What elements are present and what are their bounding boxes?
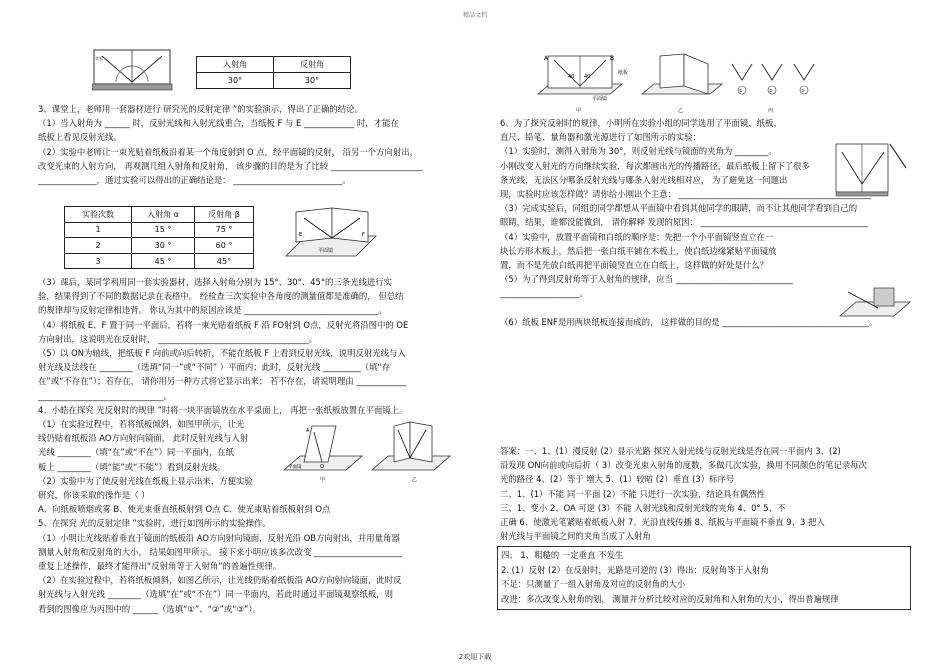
fig6-label-bing: 丙 bbox=[768, 108, 774, 114]
table-cell: 30° bbox=[197, 73, 274, 89]
answer-box bbox=[497, 546, 911, 610]
fig6-option-2: ② bbox=[769, 88, 773, 93]
table-cell: 15 ° bbox=[132, 222, 195, 238]
text-line: 射光线与入射光线 ________（选填“在”或“不在”）同一平面内，若此时通过平面镜观察纸板，则 bbox=[38, 589, 394, 600]
text-line: 方向射出，这说明光在反射时， ____________________________________。 bbox=[38, 333, 318, 344]
table-cell: 45 ° bbox=[132, 253, 195, 269]
left-column-q3 bbox=[38, 102, 478, 187]
fig3-mirror-label: 平面镜 bbox=[318, 248, 334, 254]
fig6-option-3: ③ bbox=[801, 88, 805, 93]
text-line: （5）以 ON为轴线，把纸板 F 向前或向后转折，不能在纸板 F 上看到反射光线，说明反射光线与入 bbox=[38, 348, 406, 359]
text-line: （3）课后，某同学利用同一套实验器材，选择入射角分别为 15°、30°、45°的三条光线进行实 bbox=[38, 277, 393, 287]
tilted-board-figure bbox=[282, 418, 452, 488]
text-line: 小刚改变入射光的方向继续实验，每次都画出光的传播路径，最后纸板上留下了很多 bbox=[500, 160, 810, 171]
fig6-label-b: B bbox=[610, 55, 615, 62]
fig3-label-f: F bbox=[362, 232, 365, 238]
answer-line: 三、1、变小 2、OA 可逆 (3）不能 入射光线和反射光线的夹角 4、0° 5、不 bbox=[500, 502, 786, 513]
reflection-angle-table bbox=[196, 56, 351, 89]
table-header: 反射角 β bbox=[195, 207, 254, 223]
text-line: 眼睛，结果，谁都没能做到， 请你解释 发现的原因： ________________________________________ bbox=[500, 217, 869, 228]
text-line: （1）当入射角为 ______ 时，反射光线和入射光线重合，当纸板 F 与 E ____________ 时，才能在 bbox=[38, 118, 399, 129]
fig4-label-jia: 甲 bbox=[320, 477, 326, 483]
text-line: 纸板上看见反射光线。 bbox=[38, 132, 122, 143]
reflection-setup-figure bbox=[532, 50, 824, 114]
table-header: 入射角 α bbox=[132, 207, 195, 223]
answer-line: 光的路径 4、(2）等于 增大 5、(1）较暗 (2）垂直 (3）标序号 bbox=[500, 474, 735, 485]
table-header: 入射角 bbox=[197, 57, 274, 73]
text-line: 改变光束的入射方向， 再观测几组入射角和反射角， 该步骤的目的是为了比较 ______________________ bbox=[38, 160, 423, 171]
mirror-board-figure bbox=[282, 206, 380, 268]
text-line: ______________，通过实验可以得出的正确结论是： __________________________。 bbox=[38, 175, 351, 186]
page-header: 精品文档 bbox=[462, 12, 487, 19]
fig6-mirror-label: 平面镜 bbox=[592, 96, 608, 102]
text-line: 看到的图像应为丙图中的 ______（选填“①”、“②”或“③”）。 bbox=[38, 603, 261, 614]
table-cell: 2 bbox=[65, 238, 132, 254]
text-line: 现，实验时应该怎样做？请你给小刚出个主意： ______________________________________________ bbox=[500, 189, 872, 200]
fig4-label-o: O bbox=[320, 464, 324, 470]
fig4-label-a: A bbox=[306, 428, 310, 434]
text-line: （3）完成实验后，同组的同学都想从平面镜中看到其他同学的眼睛，而不让其他同学看到自己的 bbox=[500, 203, 858, 214]
table-cell: 45° bbox=[195, 253, 254, 269]
text-line: 光线 ________（填“在”或“不在”）同一平面内，在纸 bbox=[38, 447, 234, 458]
text-line: （4）实验中，放置平面镜和白纸的顺序是：先把一个小平面镜竖直立在一 bbox=[500, 231, 774, 242]
text-line: 重复上述操作，最终才能得出“反射角等于入射角”的普遍性规律。 bbox=[38, 561, 282, 572]
text-line: 块长方形木板上，然后把一张白纸平铺在木板上，使白纸边缘紧贴平面镜放 bbox=[500, 245, 777, 256]
text-line: 测量入射角和反射角的大小， 结果如图甲所示。 接下来小明应该多次改变 _____________________ bbox=[38, 546, 402, 557]
fig6-board-label: 纸板 bbox=[618, 70, 629, 76]
text-line: 条光线，无法区分哪条反射光线与哪条入射光线相对应， 为了避免这一问题出 bbox=[500, 174, 788, 185]
fig6-angle-40-b: 40 bbox=[584, 74, 591, 80]
text-line: 研究，你该采取的操作是（ ） bbox=[38, 490, 150, 501]
fig4-mirror-label: 平面镜 bbox=[288, 465, 302, 470]
text-line: 5、在探究 光的反射定律 ”实验时，进行如图所示的实验操作。 bbox=[38, 518, 271, 529]
text-line: ______________________________。 bbox=[38, 390, 172, 401]
text-line: （2）实验中老师让一束光贴着纸板沿着某一个角度射到 O 点，经平面镜的反射， 沿另一个方向射出， bbox=[38, 146, 419, 157]
text-line: 置，而不是先放白纸再把平面镜竖直立在白纸上，这样做的好处是什么？ bbox=[500, 260, 768, 271]
table-cell: 30 ° bbox=[132, 238, 195, 254]
answer-line: 正确 6、使激光笔紧贴着纸板入射 7、光沿直线传播 8、纸板与平面镜不垂直 9、3 把入 bbox=[500, 517, 825, 528]
text-line: 验，结果得到了不同的数据记录在表格中。 经检查三次实验中各角度的测量值都是准确的， 但总结 bbox=[38, 291, 404, 302]
fig3-label-e: E bbox=[299, 232, 303, 238]
answer-box-line: 2. (1）反射 (2）在反射时，光路是可逆的 (3）得出：反射角等于入射角 bbox=[501, 564, 769, 575]
table-cell: 60 ° bbox=[195, 238, 254, 254]
text-line: （1）实验时，测得入射角为 30°，则反射光线与镜面的夹角为 ________。 bbox=[500, 146, 777, 157]
text-line: ___________________。 bbox=[500, 288, 588, 299]
fig-top-label-1: 实验 bbox=[95, 56, 103, 61]
text-line: （4）将纸板 E、F 置于同一平面后，若将一束光贴着纸板 F 沿 FO射到 O点，反射光将沿图中的 OE bbox=[38, 319, 409, 330]
fig4-label-yi: 乙 bbox=[412, 477, 418, 483]
fig6-option-1: ① bbox=[739, 88, 743, 93]
fig6-label-a: A bbox=[544, 55, 549, 62]
table-header: 反射角 bbox=[274, 57, 351, 73]
text-line: 射光线及法线在 ________（选填“同一”或“不同” ）平面内；此时，反射光线 _________（填“存 bbox=[38, 362, 391, 373]
answer-box-line: 不足：只测量了一组入射角及对应的反射角的大小 bbox=[501, 579, 686, 590]
table-cell: 75 ° bbox=[195, 222, 254, 238]
text-line: 板上 ________（填“能”或“不能”）看到反射光线。 bbox=[38, 461, 226, 472]
text-line: （5）为了得到反射角等于入射角的规律，应当 ____________________________ bbox=[500, 274, 793, 285]
text-line: （2）实验中为了使反射光线在纸板上显示出来，方便实验 bbox=[38, 475, 253, 486]
text-line: （2）在实验过程中，若将纸板倾斜，如图乙所示，让光线仍贴着纸板沿 AO方向射向镜面，此时反 bbox=[38, 575, 402, 586]
fig6-angle-40-a: 40 bbox=[568, 74, 575, 80]
answer-line: 沿发现 ON向前或向后折（ 3）改变光束入射角的度数，多做几次实验，换用不同颜色的笔记录每次 bbox=[500, 460, 867, 471]
text-line: 4、小皓在探究 光反射时的规律 ”时将一块平面镜放在水平桌面上， 再把一张纸板放置在平面镜上。 bbox=[38, 404, 408, 415]
text-line: （1）在实验过程中，若将纸板倾斜，如图甲所示，让光 bbox=[38, 419, 245, 430]
page-footer: 2欢迎下载 bbox=[458, 653, 492, 661]
text-line bbox=[500, 301, 915, 315]
answer-box-line: 改进：多次改变入射角的划， 测量并分析比较对应的反射角和入射角的大小，得出普遍规律 bbox=[501, 593, 839, 604]
table-cell: 30° bbox=[274, 73, 351, 89]
text-line: 的规律却与反射定律相违背。 你认为其中的原因应该是 ________________________________。 bbox=[38, 305, 387, 316]
text-line: （6）纸板 ENF是用两块纸板连接而成的， 这样做的目的是 ___________________________________。 bbox=[500, 316, 878, 327]
text-line: A、向纸板喷烟或雾 B、使光束垂直纸板射到 O点 C、使光束贴着纸板射到 O点 bbox=[38, 504, 331, 515]
table-cell: 1 bbox=[65, 222, 132, 238]
experiment-data-table bbox=[64, 206, 254, 269]
fig6-label-yi: 乙 bbox=[678, 108, 684, 114]
text-line: 3、课堂上，老师用一套器材进行 研究光的反射定律 ”的实验演示，得出了正确的结论。 bbox=[38, 104, 363, 114]
text-line: 线仍贴着纸板沿 AO方向射向镜面， 此时反射光线与入射 bbox=[38, 433, 249, 444]
answer-line: 答案：一、1、(1）漫反射 (2）显示光路 探究入射光线与反射光线是否在同一平面内 3、(2) bbox=[500, 446, 841, 456]
table-header: 实验次数 bbox=[65, 207, 132, 223]
text-line: 6、为了探究反射时的规律，小明所在实验小组的同学选用了平面镜、纸板、 bbox=[500, 118, 782, 128]
text-line: 在”或“不存在”）；若存在， 请你用另一种方式将它显示出来； 若不存在，请说明理由 ____________ bbox=[38, 376, 407, 387]
text-line: 直尺、铅笔、量角器和激光源进行了如图所示的实验： bbox=[500, 132, 701, 143]
right-column-q6 bbox=[500, 116, 915, 329]
answer-line: 二、1、(1）不能 同一平面 (2）不能 只进行一次实验，结论具有偶然性 bbox=[500, 488, 766, 499]
answer-box-line: 四、 1、粗糙的 一定垂直 不发生 bbox=[501, 550, 624, 560]
table-cell: 3 bbox=[65, 253, 132, 269]
text-line: （1）小明让光线贴着垂直于镜面的纸板沿 AO方向射向镜面，反射光沿 OB方向射出，并用量角器 bbox=[38, 532, 400, 543]
answer-section bbox=[500, 444, 915, 543]
protractor-figure bbox=[92, 48, 174, 94]
answer-line: 射光线与平面镜之间的夹角当成了入射角 bbox=[500, 531, 651, 542]
fig6-label-jia: 甲 bbox=[576, 108, 582, 114]
